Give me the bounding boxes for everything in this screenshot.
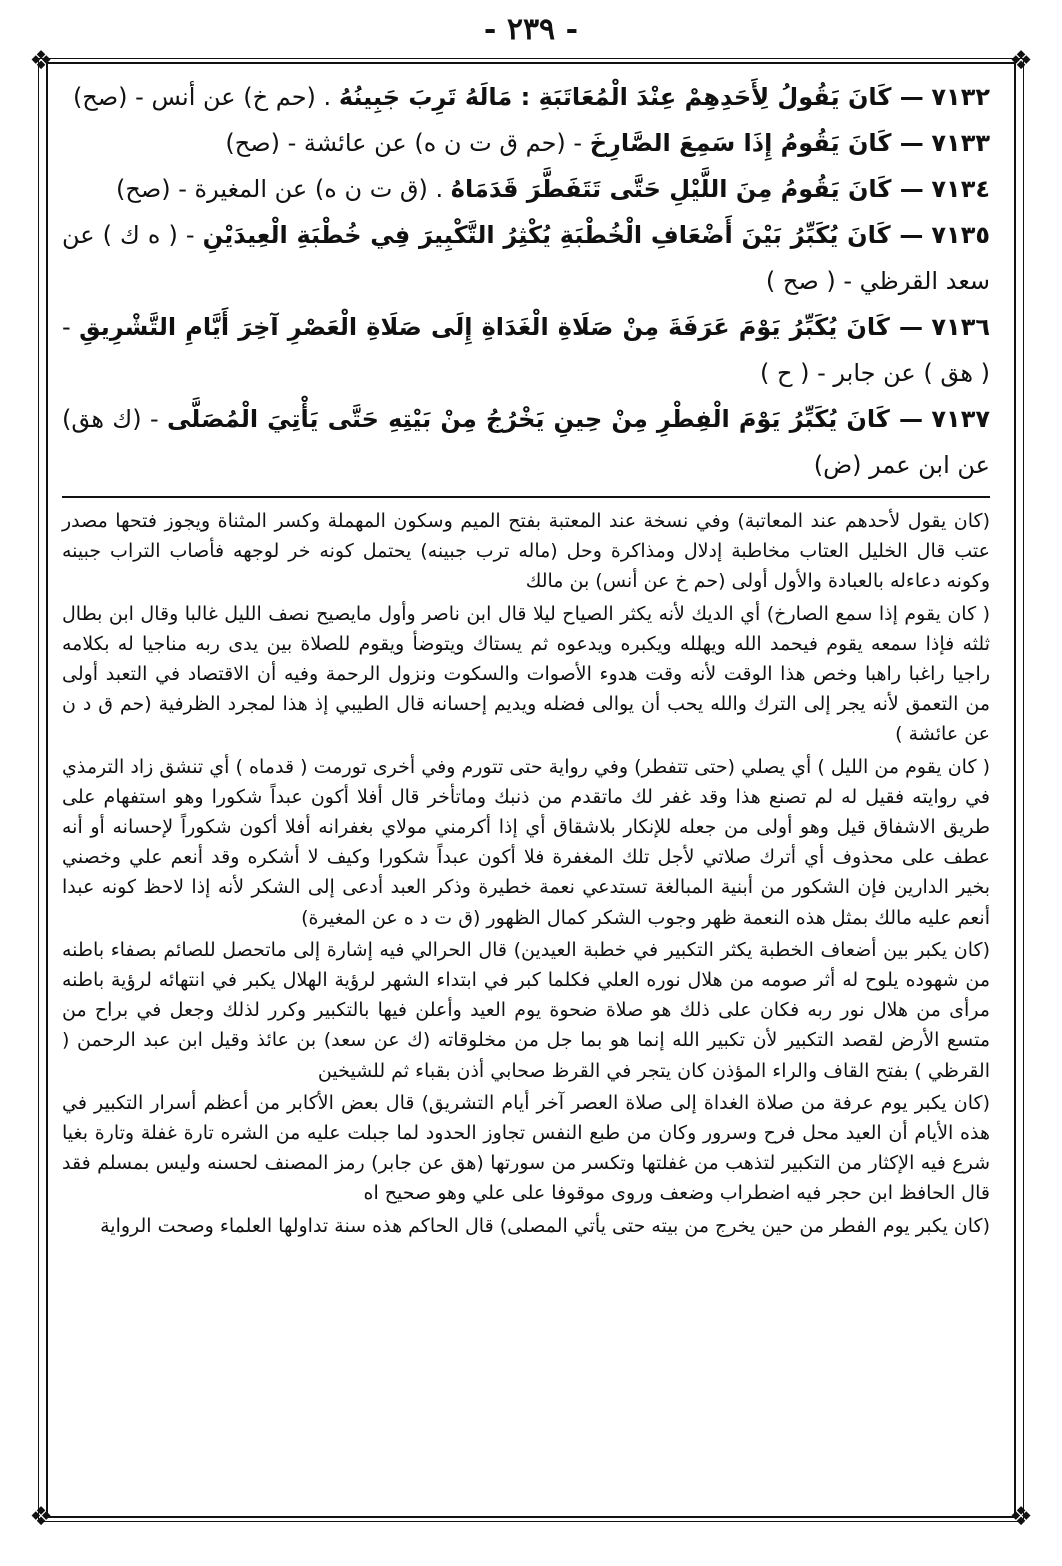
hadith-number: ٧١٣٣ xyxy=(931,129,990,157)
commentary-paragraph: (كان يكبر يوم الفطر من حين يخرج من بيته حتى يأتي المصلى) قال الحاكم هذه سنة تداولها العلماء وصحت الرواية xyxy=(100,1214,990,1237)
commentary-paragraph: ( كان يقوم إذا سمع الصارخ) أي الديك لأنه يكثر الصياح ليلا قال ابن ناصر وأول مايصيح نصف الليل غالبا وقال ابن بطال ثلثه فإذا سمعه يقوم فيحمد الله ويهلله ويكبره ويدعوه ثم يستاك ويتوضأ ويقوم للصلاة بين يدى ربه مناجيا له بكلامه راجيا راغبا راهبا وخص هذا الوقت لأنه وقت هدوء الأصوات والسكوت ونزول الرحمة وفيه أن الاقتصاد في التعبد أولى من التعمق لأنه يجر إلى الترك والله يحب أن يوالى فضله ويديم إحسانه قال الطيبي إذ هذا لمجرد الظرفية (حم ق د ن عن عائشة ) xyxy=(62,602,990,746)
hadith-number: ٧١٣٦ xyxy=(931,313,990,341)
hadith-entry xyxy=(62,304,990,396)
hadith-entry xyxy=(62,74,990,120)
commentary-paragraph: ( كان يقوم من الليل ) أي يصلي (حتى تتفطر) وفي رواية حتى تتورم وفي أخرى تورمت ( قدماه ) أي تنشق زاد الترمذي في روايته فقيل له لم تصنع هذا وقد غفر لك ماتقدم من ذنبك وماتأخر قال أفلا أكون عبداً شكورا وهو استفهام على طريق الاشفاق قيل وهو أولى من جعله للإنكار بلاشقاق أي إذا أكرمني مولاي بغفرانه أفلا أكون شكوراً لإحسانه أو أنه عطف على محذوف أي أترك صلاتي لأجل تلك المغفرة فلا أكون عبداً شكورا وكيف لا أشكره وقد أنعم علي وخصني بخير الدارين فإن الشكور من أبنية المبالغة تستدعي نعمة خطيرة وذكر العبد أدعى إلى الشكر لأنه إذا لاحظ كونه عبدا أنعم عليه مالك بمثل هذه النعمة ظهر وجوب الشكر كمال الظهور (ق ت د ه عن المغيرة) xyxy=(62,755,990,929)
hadith-source: . (ق ت ن ه) عن المغيرة - (صح) xyxy=(116,175,444,203)
hadith-source: - (حم ق ت ن ه) عن عائشة - (صح) xyxy=(225,129,583,157)
commentary-paragraph: (كان يكبر بين أضعاف الخطبة يكثر التكبير في خطبة العيدين) قال الحرالي فيه إشارة إلى ماتحصل للصائم بصفاء باطنه من شهوده يلوح له أثر صومه من هلال نوره العلي فكلما كبر في ابتداء الشهر لرؤية الهلال يكبر في انتهائه لرؤية باطنه مرأى من هلال نور ربه فكان على ذلك هو صلاة ضحوة يوم العيد وأعلن فيها بالتكبير وكرر لذلك وجعل في براح من متسع الأرض لقصد التكبير لأن تكبير الله إنما هو بما جل من مخلوقاته (ك عن سعد) بن عائذ وقيل ابن عبد الرحمن ( القرظي ) بفتح القاف والراء المؤذن كان يتجر في القرظ صحابي أذن بقباء ثم للشيخين xyxy=(62,938,990,1082)
hadith-entry xyxy=(62,120,990,166)
hadith-number: ٧١٣٤ xyxy=(931,175,990,203)
commentary-section xyxy=(62,506,990,1243)
corner-ornament-icon: ❖ xyxy=(29,46,53,76)
hadith-entry xyxy=(62,212,990,304)
hadith-text: — كَانَ يَقُولُ لِأَحَدِهِمْ عِنْدَ الْمُعَاتَبَةِ : مَالَهُ تَرِبَ جَبِينُهُ xyxy=(338,83,924,111)
section-divider xyxy=(62,496,990,498)
hadith-source: . (حم خ) عن أنس - (صح) xyxy=(72,83,332,111)
hadith-number: ٧١٣٧ xyxy=(931,405,990,433)
hadith-entry xyxy=(62,166,990,212)
hadith-source: - ( ه ك ) عن سعد القرظي - ( صح ) xyxy=(62,221,990,295)
hadith-number: ٧١٣٥ xyxy=(931,221,990,249)
hadith-text: — كَانَ يُكَبِّرُ يَوْمَ عَرَفَةَ مِنْ صَلَاةِ الْغَدَاةِ إِلَى صَلَاةِ الْعَصْرِ آخِرَ أَيَّامِ التَّشْرِيقِ xyxy=(79,313,923,341)
hadith-source: - ( هق ) عن جابر - ( ح ) xyxy=(62,313,990,387)
hadith-text: — كَانَ يُكَبِّرُ يَوْمَ الْفِطْرِ مِنْ حِينِ يَخْرُجُ مِنْ بَيْتِهِ حَتَّى يَأْتِيَ الْمُصَلَّى xyxy=(167,405,923,433)
commentary-paragraph: (كان يكبر يوم عرفة من صلاة الغداة إلى صلاة العصر آخر أيام التشريق) قال بعض الأكابر من أعظم أسرار التكبير في هذه الأيام أن العيد محل فرح وسرور وكان من طبع النفس تجاوز الحدود لما جبلت عليه من الشره تارة غفلة وتارة بغيا شرع فيه الإكثار من التكبير لتذهب من غفلتها وتكسر من سورتها (هق عن جابر) رمز المصنف لحسنه وليس بمسلم فقد قال الحافظ ابن حجر فيه اضطراب وضعف وروى موقوفا على علي وهو صحيح اه xyxy=(62,1091,990,1205)
corner-ornament-icon: ❖ xyxy=(29,1502,53,1532)
hadith-number: ٧١٣٢ xyxy=(931,83,990,111)
hadith-text: — كَانَ يَقُومُ إِذَا سَمِعَ الصَّارِخَ xyxy=(589,129,924,157)
hadith-list xyxy=(62,74,990,488)
hadith-text: — كَانَ يُكَبِّرُ بَيْنَ أَضْعَافِ الْخُطْبَةِ يُكْثِرُ التَّكْبِيرَ فِي خُطْبَةِ الْعِيدَيْنِ xyxy=(202,221,924,249)
hadith-source: - (ك هق) عن ابن عمر (ض) xyxy=(62,405,990,479)
corner-ornament-icon: ❖ xyxy=(1009,46,1033,76)
page-number: - ٢٣٩ - xyxy=(483,12,579,47)
hadith-entry xyxy=(62,396,990,488)
hadith-text: — كَانَ يَقُومُ مِنَ اللَّيْلِ حَتَّى تَتَفَطَّرَ قَدَمَاهُ xyxy=(450,175,924,203)
commentary-paragraph: (كان يقول لأحدهم عند المعاتبة) وفي نسخة عند المعتبة بفتح الميم وسكون المهملة وكسر المثناة ويجوز فتحها مصدر عتب قال الخليل العتاب مخاطبة إدلال ومذاكرة وحل (ماله ترب جبينه) يحتمل كونه خر لوجهه فأصاب التراب جبينه وكونه دعاءله بالعبادة والأول أولى (حم خ عن أنس) بن مالك xyxy=(62,510,990,593)
corner-ornament-icon: ❖ xyxy=(1009,1502,1033,1532)
